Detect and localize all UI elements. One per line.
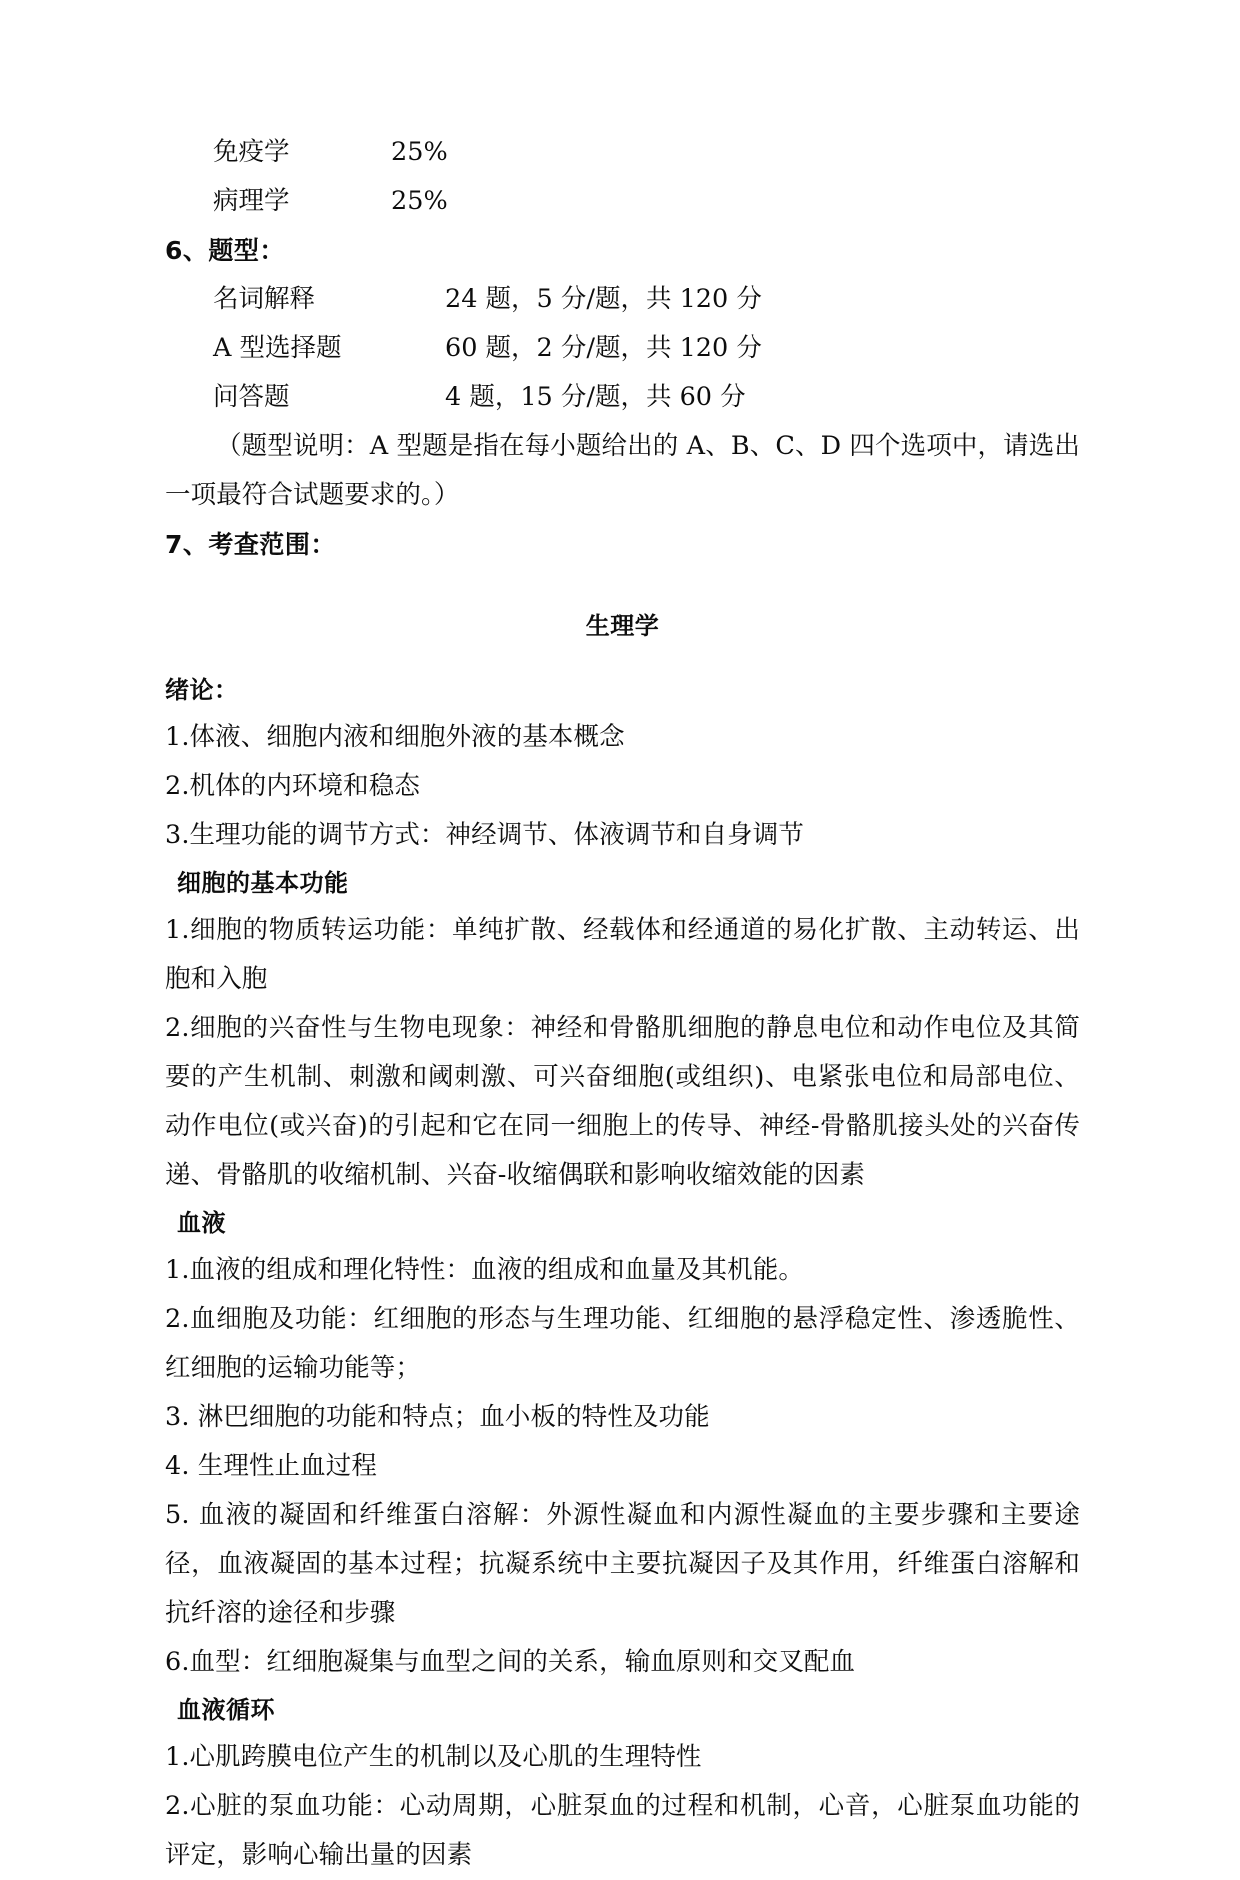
chapter-item: 2.血细胞及功能：红细胞的形态与生理功能、红细胞的悬浮稳定性、渗透脆性、红细胞的运输功能等； [165,1304,1080,1383]
spacer [165,649,1080,667]
chapter-heading-blood: 血液 [177,1209,226,1237]
question-type-row [165,373,1080,422]
chapter-item: 2.心脏的泵血功能：心动周期，心脏泵血的过程和机制，心音，心脏泵血功能的评定，影响心输出量的因素 [165,1791,1080,1870]
chapter-item: 1.血液的组成和理化特性：血液的组成和血量及其机能。 [165,1255,804,1285]
subject-name: 免疫学 [213,137,290,167]
chapter-heading-cell-functions: 细胞的基本功能 [177,869,349,897]
course-title: 生理学 [585,612,660,640]
chapter-item: 5. 血液的凝固和纤维蛋白溶解：外源性凝血和内源性凝血的主要步骤和主要途径，血液凝固的基本过程；抗凝系统中主要抗凝因子及其作用，纤维蛋白溶解和抗纤溶的途径和步骤 [165,1500,1080,1628]
section-7-heading: 7、考查范围： [165,530,336,559]
chapter-item: 1.细胞的物质转运功能：单纯扩散、经载体和经通道的易化扩散、主动转运、出胞和入胞 [165,915,1080,994]
document-body [165,128,1080,1880]
subject-weight-row [165,128,1080,177]
question-type-detail: 4 题，15 分/题，共 60 分 [445,382,746,412]
section-6-heading: 6、题型： [165,236,285,265]
subject-weight: 25% [391,186,448,216]
chapter-item: 3.生理功能的调节方式：神经调节、体液调节和自身调节 [165,820,804,850]
question-type-name: 问答题 [213,382,290,412]
chapter-item: 4. 生理性止血过程 [165,1451,377,1481]
question-type-detail: 60 题，2 分/题，共 120 分 [445,333,762,363]
subject-weight: 25% [391,137,448,167]
subject-weight-row [165,177,1080,226]
question-type-detail: 24 题，5 分/题，共 120 分 [445,284,762,314]
chapter-item: 2.机体的内环境和稳态 [165,771,420,801]
chapter-item: 6.血型：红细胞凝集与血型之间的关系，输血原则和交叉配血 [165,1647,856,1677]
question-type-name: 名词解释 [213,284,316,314]
chapter-item: 1.心肌跨膜电位产生的机制以及心肌的生理特性 [165,1742,702,1772]
question-type-row [165,275,1080,324]
question-type-note: （题型说明：A 型题是指在每小题给出的 A、B、C、D 四个选项中，请选出一项最符合试题要求的。） [165,431,1080,510]
chapter-heading-xulun: 绪论： [165,676,239,704]
chapter-item: 3. 淋巴细胞的功能和特点；血小板的特性及功能 [165,1402,710,1432]
chapter-item: 2.细胞的兴奋性与生物电现象：神经和骨骼肌细胞的静息电位和动作电位及其简要的产生机制、刺激和阈刺激、可兴奋细胞(或组织)、电紧张电位和局部电位、动作电位(或兴奋)的引起和它在同一细胞上的传导、神经-骨骼肌接头处的兴奋传递、骨骼肌的收缩机制、兴奋-收缩偶联和影响收缩效能的因素 [165,1013,1080,1190]
chapter-heading-circulation: 血液循环 [177,1696,275,1724]
spacer [165,569,1080,603]
question-type-name: A 型选择题 [213,333,342,363]
question-type-row [165,324,1080,373]
chapter-item: 1.体液、细胞内液和细胞外液的基本概念 [165,722,625,752]
subject-name: 病理学 [213,186,290,216]
